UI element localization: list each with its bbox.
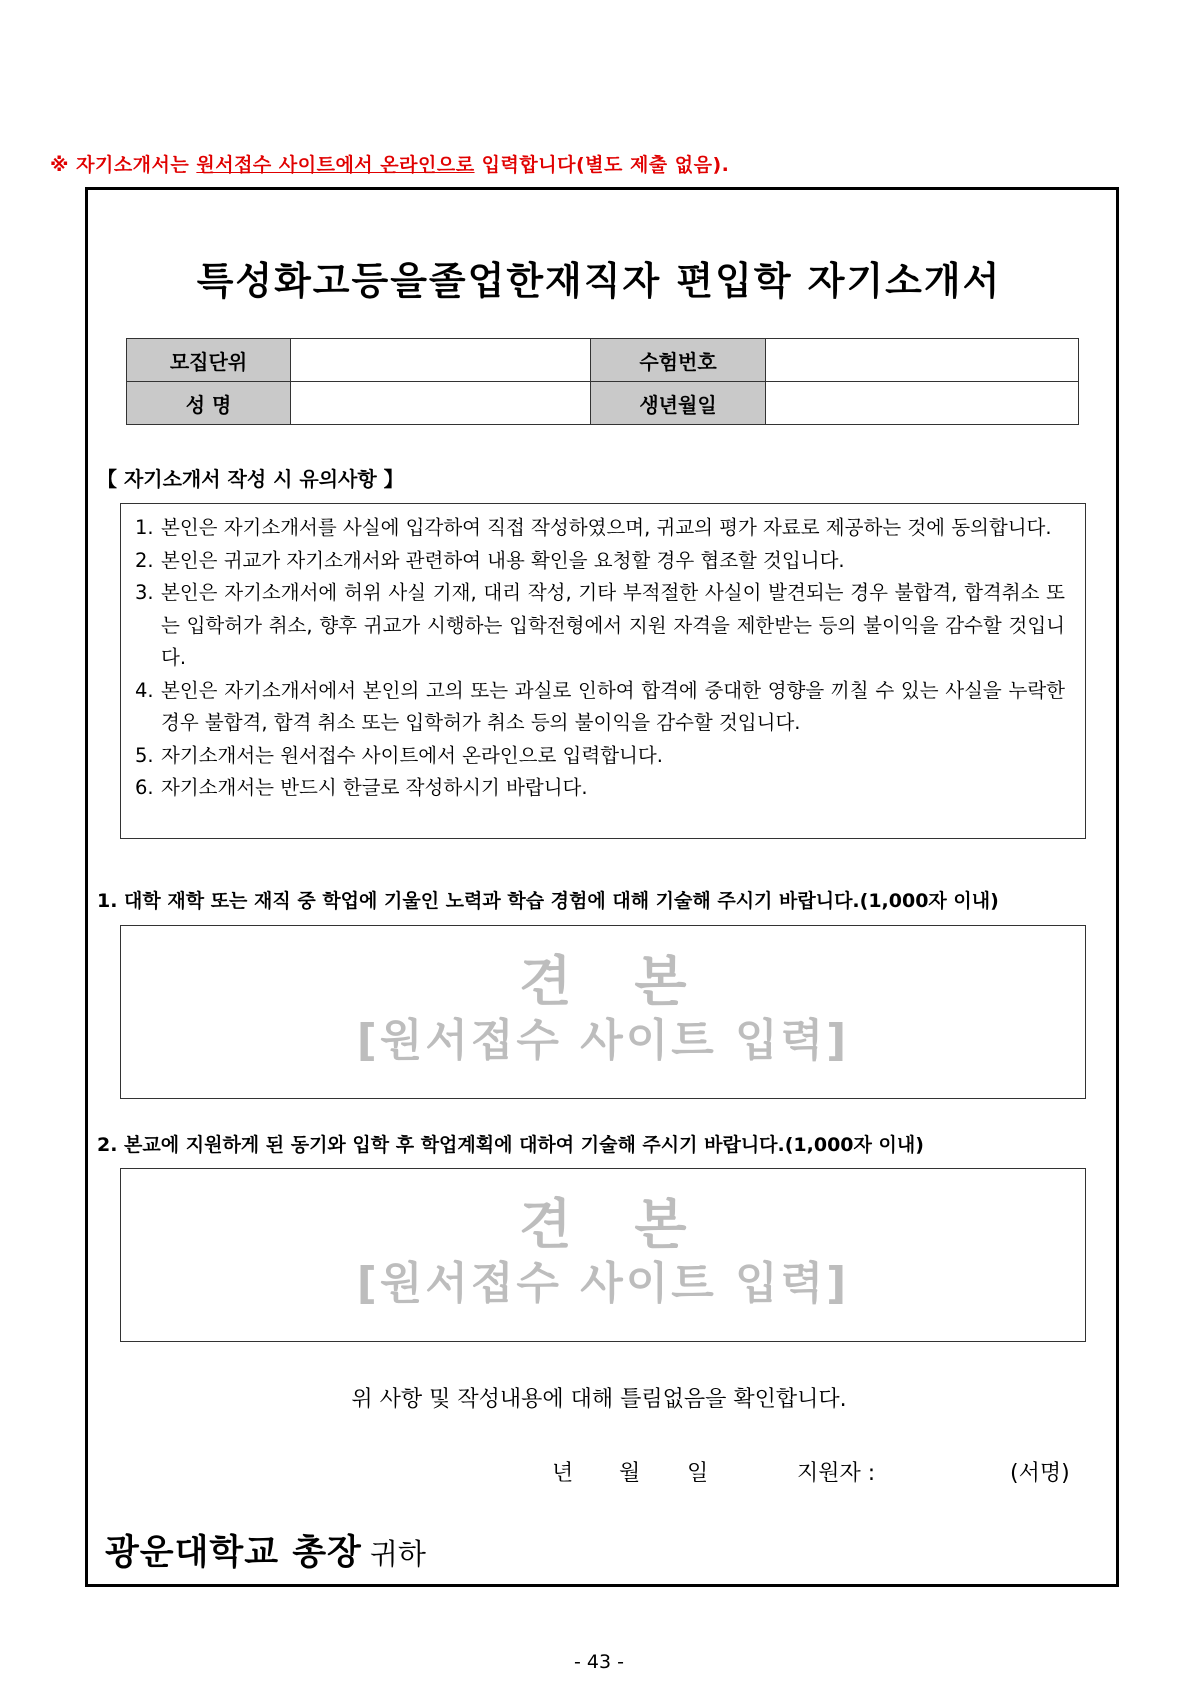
day-label: 일	[687, 1461, 709, 1486]
sample-watermark: 견 본	[519, 950, 709, 1013]
name-label: 성 명	[127, 382, 291, 425]
caution-item-number: 5.	[135, 743, 154, 767]
name-field[interactable]	[291, 382, 591, 425]
caution-item	[135, 545, 1065, 578]
recruit-unit-field[interactable]	[291, 339, 591, 382]
question-2: 2. 본교에 지원하게 된 동기와 입학 후 학업계획에 대하여 기술해 주시기 바랍니다.(1,000자 이내)	[97, 1134, 924, 1156]
caution-item-text: 본인은 자기소개서에서 본인의 고의 또는 과실로 인하여 합격에 중대한 영향을 끼칠 수 있는 사실을 누락한 경우 불합격, 합격 취소 또는 입학허가 취소 등의 불이익을 감수할 것입니다.	[161, 678, 1065, 734]
confirmation-statement: 위 사항 및 작성내용에 대해 틀림없음을 확인합니다.	[351, 1387, 847, 1412]
caution-item-text: 본인은 귀교가 자기소개서와 관련하여 내용 확인을 요청할 경우 협조할 것입니다.	[161, 548, 845, 572]
notice-mark: ※	[50, 154, 69, 176]
caution-item	[135, 772, 1065, 805]
birthdate-label: 생년월일	[591, 382, 766, 425]
exam-number-field[interactable]	[766, 339, 1079, 382]
info-row-2	[127, 382, 1079, 425]
caution-box	[120, 503, 1086, 839]
info-row-1	[127, 339, 1079, 382]
answer-box-1[interactable]	[120, 925, 1086, 1099]
addressee-suffix: 귀하	[369, 1537, 426, 1571]
caution-item-number: 3.	[135, 581, 154, 604]
caution-item-number: 1.	[135, 516, 154, 539]
caution-item	[135, 675, 1065, 740]
notice-lead: 자기소개서는	[76, 154, 190, 176]
caution-title: 【 자기소개서 작성 시 유의사항 】	[97, 467, 404, 491]
sample-watermark: 견 본	[519, 1193, 709, 1256]
applicant-info-table	[126, 338, 1079, 425]
online-submission-notice	[50, 150, 729, 177]
year-label: 년	[552, 1461, 574, 1486]
caution-item-text: 본인은 자기소개서에 허위 사실 기재, 대리 작성, 기타 부적절한 사실이 발견되는 경우 불합격, 합격취소 또는 입학허가 취소, 향후 귀교가 시행하는 입학전형에서 지원 자격을 제한받는 등의 불이익을 감수할 것입니다.	[161, 581, 1065, 669]
online-entry-watermark: [원서접수 사이트 입력]	[356, 1258, 850, 1309]
applicant-label: 지원자 :	[797, 1461, 876, 1486]
addressee	[105, 1525, 426, 1575]
month-label: 월	[619, 1461, 641, 1486]
document-title: 특성화고등을졸업한재직자 편입학 자기소개서	[196, 259, 1002, 303]
caution-list	[135, 512, 1065, 805]
caution-item-number: 2.	[135, 548, 154, 572]
exam-number-label: 수험번호	[591, 339, 766, 382]
signature-label: (서명)	[1010, 1461, 1070, 1486]
caution-item-text: 자기소개서는 반드시 한글로 작성하시기 바랍니다.	[161, 776, 588, 799]
notice-tail: 입력합니다(별도 제출 없음).	[481, 154, 730, 176]
answer-box-2[interactable]	[120, 1168, 1086, 1342]
caution-item-text: 자기소개서는 원서접수 사이트에서 온라인으로 입력합니다.	[161, 743, 663, 767]
birthdate-field[interactable]	[766, 382, 1079, 425]
online-entry-watermark: [원서접수 사이트 입력]	[356, 1015, 850, 1066]
page-number: - 43 -	[574, 1651, 624, 1673]
question-1: 1. 대학 재학 또는 재직 중 학업에 기울인 노력과 학습 경험에 대해 기술해 주시기 바랍니다.(1,000자 이내)	[97, 890, 999, 912]
notice-underlined: 원서접수 사이트에서 온라인으로	[196, 154, 475, 176]
caution-item-text: 본인은 자기소개서를 사실에 입각하여 직접 작성하였으며, 귀교의 평가 자료로 제공하는 것에 동의합니다.	[161, 516, 1052, 539]
addressee-main: 광운대학교 총장	[105, 1533, 362, 1573]
caution-item-number: 4.	[135, 678, 154, 702]
caution-item-number: 6.	[135, 776, 154, 799]
recruit-unit-label: 모집단위	[127, 339, 291, 382]
caution-item	[135, 512, 1065, 545]
caution-item	[135, 740, 1065, 773]
caution-item	[135, 577, 1065, 675]
